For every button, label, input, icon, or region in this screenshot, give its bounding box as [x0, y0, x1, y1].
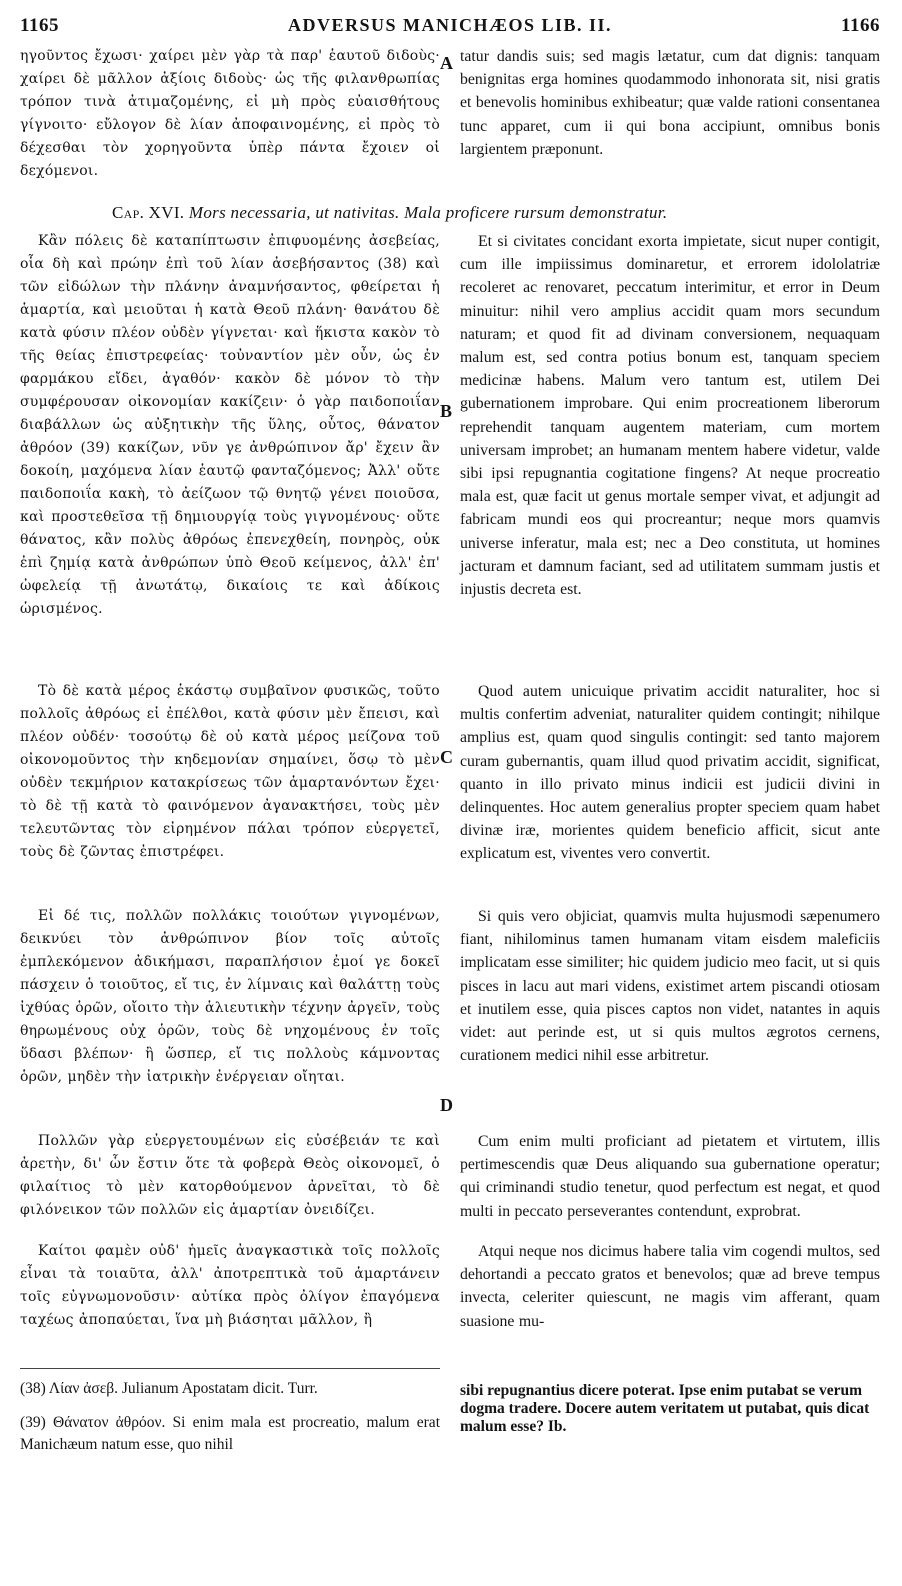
- latin-tail-text: sibi repugnantius dicere poterat. Ipse enim putabat se verum dogma tradere. Docere autem veritatem ut putabat, quis dicat malum esse? Ib.: [460, 1382, 870, 1435]
- chapter-title: Mors necessaria, ut nativitas. Mala proficere rursum demonstratur.: [188, 203, 668, 222]
- page-header: [20, 15, 880, 39]
- chapter-heading: [112, 203, 667, 223]
- margin-letter-c: C: [440, 747, 453, 767]
- greek-paragraph-6: Καίτοι φαμὲν οὐδ' ἡμεῖς ἀναγκαστικὰ τοῖς πολλοῖς εἶναι τὰ τοιαῦτα, ἀλλ' ἀποτρεπτικὰ τοῦ ἁμαρτάνειν τοῖς εὐγνωμονοῦσιν· αὐτίκα πρὸς ὀλίγον ἐπαγόμενα ταχέως ἀποπαύεται, ἵνα μὴ βιάσηται μᾶλλον, ἢ: [20, 1243, 440, 1328]
- latin-paragraph-1: tatur dandis suis; sed magis lætatur, cum dat dignis: tanquam benignitas erga homines quodammodo inhonorata sit, nisi gratis et benevolis hominibus exhibeatur; quæ valde rationi consentanea tunc apparet, cum ii qui bona accipiunt, omnibus bonis largientem præponunt.: [460, 48, 880, 158]
- right-page-number: 1166: [841, 15, 880, 36]
- greek-paragraph-5: Πολλῶν γὰρ εὐεργετουμένων εἰς εὐσέβειάν τε καὶ ἀρετὴν, δι' ὧν ἔστιν ὅτε τὰ φοβερὰ Θεὸς οἰκονομεῖ, ὁ φιλαίτιος τὸ μὲν κατορθούμενον ἀρνεῖται, τὸ δὲ φιλόνεικον τῶν πολλῶν εἰς ἁμαρτίαν ὀνειδίζει.: [20, 1133, 440, 1218]
- latin-paragraph-3: Quod autem unicuique privatim accidit naturaliter, hoc si multis confertim adveniat, naturaliter quidem contingit; nihilque amplius est, quam quod singulis contingit: sed tanto majorem curam gubernantis, quam illud quod privatim accidit, significat, quanto in illo privato minus indicii est judicii divini in delinquentes. Hoc autem generalius propter speciem quam habet divinæ iræ, morientes quidem beneficio afficit, sicut ante explicatum est, viventes vero convertit.: [460, 683, 880, 863]
- footnote-rule: [20, 1368, 440, 1369]
- greek-paragraph-2: Κἂν πόλεις δὲ καταπίπτωσιν ἐπιφυομένης ἀσεβείας, οἷα δὴ καὶ πρώην ἐπὶ τοῦ λίαν ἀσεβήσαντος (38) καὶ τῶν εἰδώλων τὴν πλάνην ἀναμνήσαντος, φθείρεται ἡ ἁμαρτία, καὶ μειοῦται ἡ κατὰ Θεοῦ πλάνη· θανάτου δὲ κατὰ φύσιν πλέον οὐδὲν γίγνεται· καὶ ἥκιστα κακὸν τὸ τῆς θείας ἐπιστρεφείας· τοὐναντίον μὲν οὖν, ὡς ἐν φαρμάκου εἴδει, ἀγαθόν· κακὸν δὲ μόνον τὸ τὴν συμφέρουσαν οἰκονομίαν κακίζειν· ὁ γὰρ παιδοποιΐαν διαβάλλων ὡς αὐξητικὴν τῆς ὕλης, οὗτος, θάνατον ἀθρόον (39) κακίζων, νῦν γε ἀνθρώπινον ἄρ' ἔχειν ἂν δοκοίη, μαχόμενα λίαν ἑαυτῷ φανταζόμενος; Ἀλλ' οὔτε παιδοποιΐα κακὴ, τὸ ἀείζωον τῷ θνητῷ γένει ποιοῦσα, καὶ προστεθεῖσα τῇ δημιουργίᾳ τοὺς γιγνομένους· οὔτε θάνατος, κἂν πολὺς ἀθρόως ἐπενεχθείη, πονηρὸς, οὐκ ἐπὶ ζημίᾳ κατὰ ἀνθρώπων ὑπὸ Θεοῦ κείμενος, ἀλλ' ἐπ' ὠφελείᾳ τῇ ἀνωτάτῳ, δικαίοις τε καὶ ἀδίκοις ὡρισμένος.: [20, 233, 440, 617]
- footnote-39: (39) Θάνατον ἀθρόον. Si enim mala est procreatio, malum erat Manichæum natum esse, quo nihil: [20, 1414, 440, 1453]
- greek-paragraph-1: ηγοῦντος ἔχωσι· χαίρει μὲν γὰρ τὰ παρ' ἑαυτοῦ διδοὺς· χαίρει δὲ μᾶλλον ἀξίοις διδοὺς· ὡς τῆς φιλανθρωπίας τρόπον τινὰ ἀτιμαζομένης, εἰ μὴ πρὸς εὐαισθήτους γίγνοιτο· εὔλογον δὲ λίαν ἀποφαινομένης, εἰ πρὸς τὸ δέχεσθαι τὸν χορηγοῦντα ὑπὲρ πάντα ἔχοιεν οἱ δεχόμενοι.: [20, 48, 440, 179]
- margin-letter-d: D: [440, 1095, 453, 1115]
- running-title: ADVERSUS MANICHÆOS LIB. II.: [287, 15, 613, 35]
- latin-paragraph-2: Et si civitates concidant exorta impietate, sicut nuper contigit, cum ille impiissimus dominaretur, et errorem idololatriæ recoleret ac renovaret, peccatum interimitur, et error in Deum minuitur: nihil vero amplius accidit quam mors secundum naturam; et quod fit ad divinam conversionem, nequaquam malum est, sed contra potius bonum est, tanquam speciem medicinæ habens. Malum vero tantum est, utilem Dei gubernationem improbare. Qui enim procreationem liberorum reprehendit tanquam augentem materiam, cum mortem universam improbet; an humanam mentem habere videtur, valde sibi ipsi repugnantia cogitatione fingens? At neque procreatio mala est, quæ facit ut genus mortale semper vivat, et adjungit ad fabricam mundi eos qui procreantur; neque mors quamvis universe inferatur, mala est; nec a Deo constituta, ut homines jacturam et damnum faciant, sed ad utilitatem summam justis et injustis decreta est.: [460, 233, 880, 599]
- latin-paragraph-4: Si quis vero objiciat, quamvis multa hujusmodi sæpenumero fiant, nihilominus tamen humanam vitam eisdem maleficiis implicatam esse similiter; hic quidem judicio meo facit, ut si quis pisces in lacu aut mari videns, existimet artem piscandi otiosam et inutilem esse, quia pisces captos non videt, natantes in aquis videt: aut perinde est, ut si quis multos ægrotos cernens, curationem medici nihil esse arbitretur.: [460, 908, 880, 1065]
- latin-paragraph-5: Cum enim multi proficiant ad pietatem et virtutem, illis pertimescendis quæ Deus aliquando sua gubernatione operatur; qui criminandi studio tenetur, quod perfectum est negat, et quod multi in peccato perseverantes contendunt, exprobrat.: [460, 1133, 880, 1220]
- latin-paragraph-6: Atqui neque nos dicimus habere talia vim cogendi multos, sed dehortandi a peccato gratos et benevolos; quæ ad breve tempus invecta, celeriter quiescunt, ne magis vim afferant, quam suasione mu-: [460, 1243, 880, 1330]
- chapter-number: Cap. XVI.: [112, 203, 185, 222]
- margin-letter-b: B: [440, 401, 453, 421]
- greek-paragraph-4: Εἰ δέ τις, πολλῶν πολλάκις τοιούτων γιγνομένων, δεικνύει τὸν ἀνθρώπινον βίον τοῖς αὐτοῖς ἐμπλεκόμενον ἀδικήμασι, παραπλήσιον ἐμοί γε δοκεῖ πάσχειν ὁ τοιοῦτος, εἴ τις, ἐν λίμναις καὶ θαλάττῃ τοὺς ἰχθύας ὁρῶν, οἴοιτο τὴν ἁλιευτικὴν τέχνην ἀργεῖν, τοὺς θηρωμένους οὐχ ὁρῶν, τοὺς δὲ νηχομένους ἐν τοῖς ὕδασι βλέπων· ἢ ὥσπερ, εἴ τις πολλοὺς κάμνοντας ὁρῶν, μηδὲν τὴν ἰατρικὴν ἐνέργειαν οἴηται.: [20, 908, 440, 1085]
- margin-letter-a: A: [440, 53, 453, 73]
- footnote-38: (38) Λίαν ἀσεβ. Julianum Apostatam dicit. Turr.: [20, 1380, 318, 1397]
- left-page-number: 1165: [20, 15, 59, 36]
- greek-paragraph-3: Τὸ δὲ κατὰ μέρος ἑκάστῳ συμβαῖνον φυσικῶς, τοῦτο πολλοῖς ἀθρόως εἰ ἐπέλθοι, κατὰ φύσιν μὲν ἔπεισι, καὶ πλέον οὐδέν· τοσούτῳ δὲ οὐ κατὰ μέρος μείζονα τοῦ οἰκονομοῦντος τὴν κηδεμονίαν σημαίνει, ὅσῳ τὸ μὲν οὐδὲν τεκμήριον κατακρίσεως τῶν ἁμαρτανόντων ἔχει· τὸ δὲ τῇ κατὰ τὸ φαινόμενον ἀγανακτήσει, τοὺς μὲν τελευτῶντας τὸν εἰρημένον πάλαι τρόπον εὐεργετεῖ, τοὺς δὲ ζῶντας ἐπιστρέφει.: [20, 683, 440, 860]
